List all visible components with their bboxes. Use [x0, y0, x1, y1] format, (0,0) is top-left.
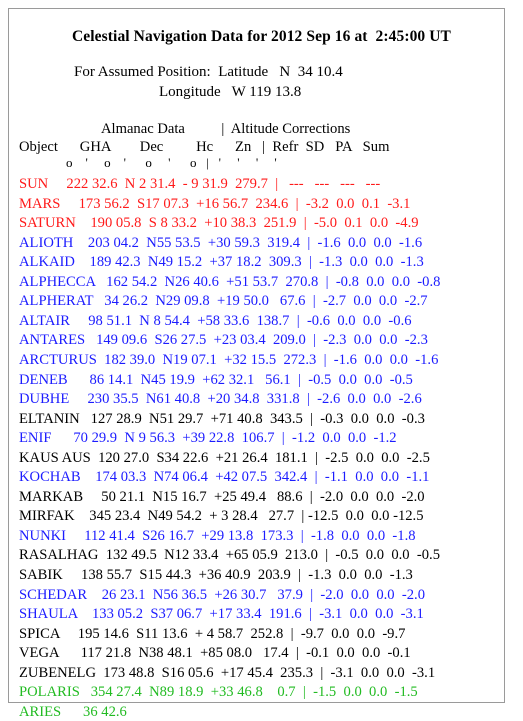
table-row: SATURN 190 05.8 S 8 33.2 +10 38.3 251.9 | -5.0 0.1 0.0 -4.9 — [19, 215, 419, 231]
table-row: SABIK 138 55.7 S15 44.3 +36 40.9 203.9 | -1.3 0.0 0.0 -1.3 — [19, 567, 413, 583]
table-row: ELTANIN 127 28.9 N51 29.7 +71 40.8 343.5 | -0.3 0.0 0.0 -0.3 — [19, 411, 425, 427]
page-title: Celestial Navigation Data for 2012 Sep 16 at 2:45:00 UT — [71, 28, 451, 45]
table-row: ANTARES 149 09.6 S26 27.5 +23 03.4 209.0 | -2.3 0.0 0.0 -2.3 — [19, 332, 428, 348]
table-row: SPICA 195 14.6 S11 13.6 + 4 58.7 252.8 | -9.7 0.0 0.0 -9.7 — [19, 626, 406, 642]
table-row: ALKAID 189 42.3 N49 15.2 +37 18.2 309.3 | -1.3 0.0 0.0 -1.3 — [19, 254, 424, 270]
table-row: SUN 222 32.6 N 2 31.4 - 9 31.9 279.7 | --- --- --- --- — [19, 176, 381, 192]
table-row: MIRFAK 345 23.4 N49 54.2 + 3 28.4 27.7 | -12.5 0.0 0.0 -12.5 — [19, 508, 424, 524]
table-row: NUNKI 112 41.4 S26 16.7 +29 13.8 173.3 | -1.8 0.0 0.0 -1.8 — [19, 528, 416, 544]
table-row: KOCHAB 174 03.3 N74 06.4 +42 07.5 342.4 | -1.1 0.0 0.0 -1.1 — [19, 469, 430, 485]
units-header: o ' o ' o ' o | ' ' ' ' — [66, 155, 277, 170]
table-row: MARS 173 56.2 S17 07.3 +16 56.7 234.6 | -3.2 0.0 0.1 -3.1 — [19, 196, 411, 212]
table-row: RASALHAG 132 49.5 N12 33.4 +65 05.9 213.0 | -0.5 0.0 0.0 -0.5 — [19, 547, 440, 563]
table-row: ARCTURUS 182 39.0 N19 07.1 +32 15.5 272.3 | -1.6 0.0 0.0 -1.6 — [19, 352, 439, 368]
table-row: ARIES 36 42.6 — [19, 704, 127, 720]
table-row: SCHEDAR 26 23.1 N56 36.5 +26 30.7 37.9 | -2.0 0.0 0.0 -2.0 — [19, 587, 425, 603]
table-row: DENEB 86 14.1 N45 19.9 +62 32.1 56.1 | -0.5 0.0 0.0 -0.5 — [19, 372, 413, 388]
table-row: SHAULA 133 05.2 S37 06.7 +17 33.4 191.6 | -3.1 0.0 0.0 -3.1 — [19, 606, 424, 622]
table-row: ENIF 70 29.9 N 9 56.3 +39 22.8 106.7 | -1.2 0.0 0.0 -1.2 — [19, 430, 397, 446]
assumed-longitude: Longitude W 119 13.8 — [159, 84, 302, 100]
table-row: DUBHE 230 35.5 N61 40.8 +20 34.8 331.8 | -2.6 0.0 0.0 -2.6 — [19, 391, 422, 407]
table-row: ALIOTH 203 04.2 N55 53.5 +30 59.3 319.4 | -1.6 0.0 0.0 -1.6 — [19, 235, 423, 251]
table-row: ALPHECCA 162 54.2 N26 40.6 +51 53.7 270.8 | -0.8 0.0 0.0 -0.8 — [19, 274, 441, 290]
table-row: ALPHERAT 34 26.2 N29 09.8 +19 50.0 67.6 | -2.7 0.0 0.0 -2.7 — [19, 293, 428, 309]
assumed-latitude: For Assumed Position: Latitude N 34 10.4 — [74, 64, 343, 80]
table-row: POLARIS 354 27.4 N89 18.9 +33 46.8 0.7 | -1.5 0.0 0.0 -1.5 — [19, 684, 418, 700]
table-row: MARKAB 50 21.1 N15 16.7 +25 49.4 88.6 | -2.0 0.0 0.0 -2.0 — [19, 489, 425, 505]
table-row: VEGA 117 21.8 N38 48.1 +85 08.0 17.4 | -0.1 0.0 0.0 -0.1 — [19, 645, 411, 661]
table-row: ZUBENELG 173 48.8 S16 05.6 +17 45.4 235.3 | -3.1 0.0 0.0 -3.1 — [19, 665, 436, 681]
table-row: KAUS AUS 120 27.0 S34 22.6 +21 26.4 181.1 | -2.5 0.0 0.0 -2.5 — [19, 450, 430, 466]
column-header: Object GHA Dec Hc Zn | Refr SD PA Sum — [19, 139, 390, 155]
table-row: ALTAIR 98 51.1 N 8 54.4 +58 33.6 138.7 | -0.6 0.0 0.0 -0.6 — [19, 313, 412, 329]
column-group-header: Almanac Data | Altitude Corrections — [101, 121, 351, 137]
